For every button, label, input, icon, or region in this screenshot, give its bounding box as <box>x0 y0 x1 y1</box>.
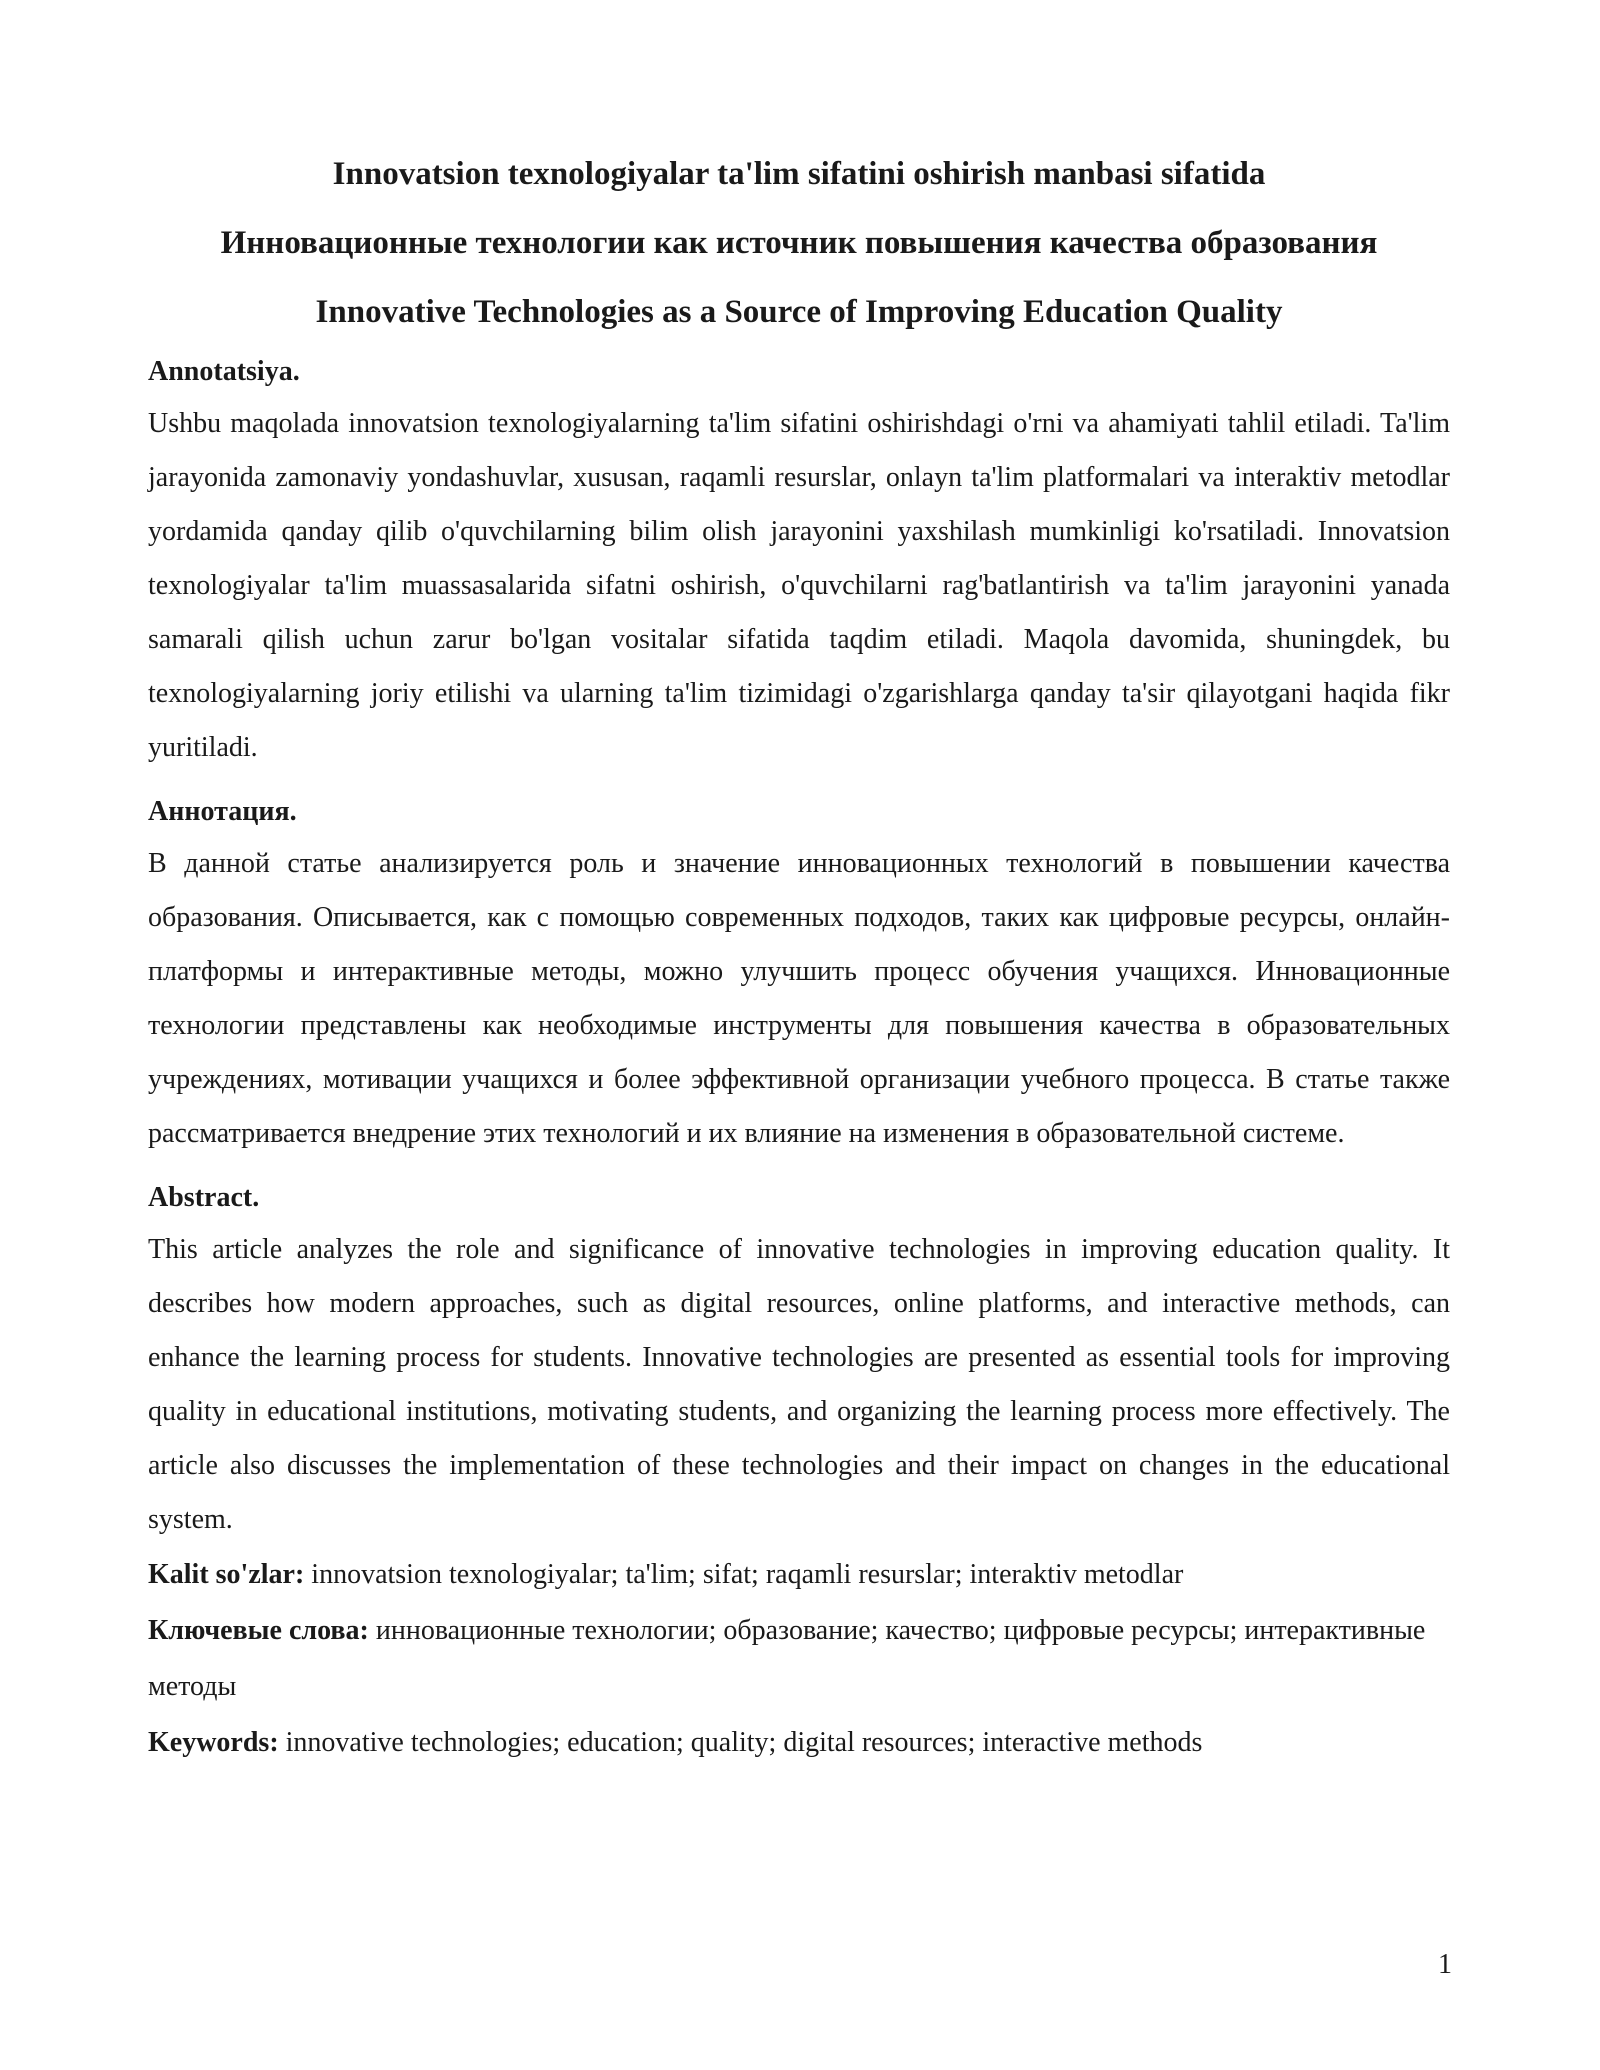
keywords-ru-label: Ключевые слова: <box>148 1615 369 1646</box>
keywords-uz-text: innovatsion texnologiyalar; ta'lim; sifat; raqamli resurslar; interaktiv metodlar <box>304 1559 1184 1590</box>
abstract-en-text: This article analyzes the role and significance of innovative technologies in improving education quality. It describes how modern approaches, such as digital resources, online platforms, and interactive methods, can enhance the learning process for students. Innovative technologies are presented as essential tools for improving quality in educational institutions, motivating students, and organizing the learning process more effectively. The article also discusses the implementation of these technologies and their impact on changes in the educational system. <box>148 1234 1450 1535</box>
keywords-en-text: innovative technologies; education; quality; digital resources; interactive methods <box>278 1727 1203 1758</box>
keywords-en <box>148 1715 1450 1771</box>
title-uz: Innovatsion texnologiyalar ta'lim sifatini oshirish manbasi sifatida <box>332 156 1266 192</box>
annotation-uz-heading: Annotatsiya. <box>148 356 300 387</box>
abstract-en-heading: Abstract. <box>148 1182 260 1213</box>
page-number: 1 <box>1438 1949 1452 1980</box>
title-en: Innovative Technologies as a Source of Improving Education Quality <box>315 294 1283 330</box>
annotation-ru-text: В данной статье анализируется роль и значение инновационных технологий в повышении качества образования. Описывается, как с помощью современных подходов, таких как цифровые ресурсы, онлайн-платформы и интерактивные методы, можно улучшить процесс обучения учащихся. Инновационные технологии представлены как необходимые инструменты для повышения качества в образовательных учреждениях, мотивации учащихся и более эффективной организации учебного процесса. В статье также рассматривается внедрение этих технологий и их влияние на изменения в образовательной системе. <box>148 848 1450 1149</box>
keywords-ru <box>148 1603 1450 1715</box>
keywords-ru-text: инновационные технологии; образование; качество; цифровые ресурсы; интерактивные методы <box>148 1615 1426 1702</box>
page-content <box>148 140 1450 1771</box>
keywords-uz <box>148 1547 1450 1603</box>
keywords-uz-label: Kalit so'zlar: <box>148 1559 305 1590</box>
annotation-ru-heading: Аннотация. <box>148 796 297 827</box>
keywords-en-label: Keywords: <box>148 1727 279 1758</box>
annotation-uz-text: Ushbu maqolada innovatsion texnologiyalarning ta'lim sifatini oshirishdagi o'rni va ahamiyati tahlil etiladi. Ta'lim jarayonida zamonaviy yondashuvlar, xususan, raqamli resurslar, onlayn ta'lim platformalari va interaktiv metodlar yordamida qanday qilib o'quvchilarning bilim olish jarayonini yaxshilash mumkinligi ko'rsatiladi. Innovatsion texnologiyalar ta'lim muassasalarida sifatni oshirish, o'quvchilarni rag'batlantirish va ta'lim jarayonini yanada samarali qilish uchun zarur bo'lgan vositalar sifatida taqdim etiladi. Maqola davomida, shuningdek, bu texnologiyalarning joriy etilishi va ularning ta'lim tizimidagi o'zgarishlarga qanday ta'sir qilayotgani haqida fikr yuritiladi. <box>148 408 1450 763</box>
title-ru: Инновационные технологии как источник повышения качества образования <box>220 225 1378 261</box>
